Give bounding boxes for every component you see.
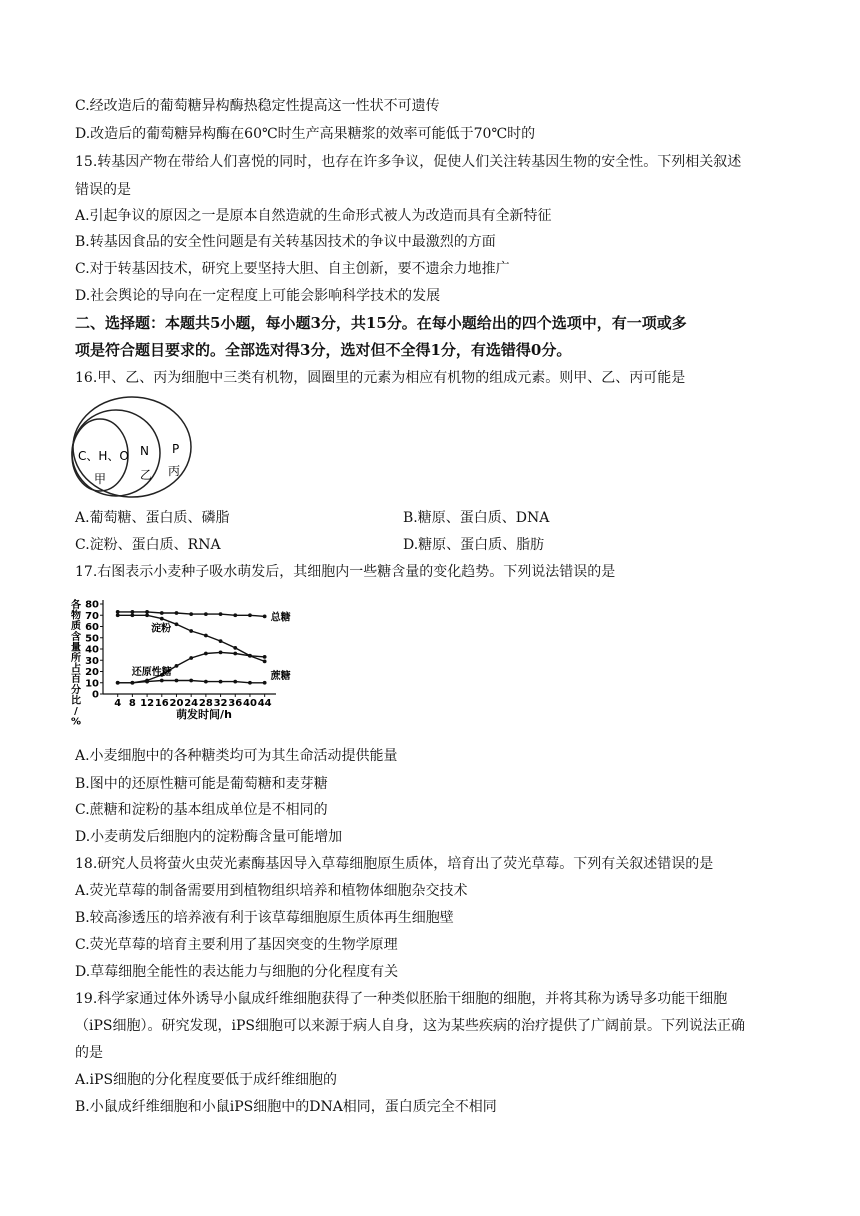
data-point (130, 613, 134, 617)
section2-heading-line2: 项是符合题目要求的。全部选对得3分，选对但不全得1分，有选错得0分。 (75, 341, 572, 359)
data-point (160, 679, 164, 683)
y-tick-label: 20 (85, 667, 99, 678)
y-axis-label-char: 分 (71, 684, 81, 696)
data-point (263, 681, 267, 685)
y-axis-label-char: 比 (71, 695, 81, 707)
q16-outer-element: P (172, 442, 180, 456)
y-axis-label-char: 占 (71, 663, 81, 675)
data-point (204, 652, 208, 656)
data-point (145, 613, 149, 617)
x-tick-label: 32 (213, 698, 228, 709)
y-tick-label: 40 (85, 644, 99, 656)
y-axis-label-char: 质 (71, 621, 81, 633)
y-axis-label-char: 所 (71, 653, 81, 664)
y-axis-label-char: 物 (71, 610, 81, 622)
q18-option-b: B.较高渗透压的培养液有利于该草莓细胞原生质体再生细胞壁 (75, 910, 454, 926)
q19-stem-line3: 的是 (75, 1045, 103, 1061)
data-point (116, 681, 120, 685)
x-tick-label: 16 (154, 698, 169, 709)
q18-option-c: C.荧光草莓的培育主要利用了基因突变的生物学原理 (75, 937, 398, 953)
series-label: 蔗糖 (270, 670, 291, 682)
y-axis-label-char: 含 (71, 631, 81, 643)
x-tick-label: 44 (257, 698, 272, 709)
x-tick-label: 20 (169, 698, 184, 709)
data-point (130, 610, 134, 614)
y-axis-label-char: 量 (71, 642, 81, 654)
q19-option-a: A.iPS细胞的分化程度要低于成纤维细胞的 (75, 1072, 338, 1088)
q15-option-b: B.转基因食品的安全性问题是有关转基因技术的争议中最激烈的方面 (75, 234, 496, 250)
data-point (219, 639, 223, 643)
series-label: 还原性糖 (131, 666, 172, 678)
y-tick-label: 70 (85, 610, 99, 622)
data-point (160, 617, 164, 621)
data-point (189, 629, 193, 633)
q15-option-c: C.对于转基因技术，研究上要坚持大胆、自主创新，要不遗余力地推广 (75, 261, 510, 277)
y-axis-label-char: % (70, 716, 82, 728)
q16-inner-elements: C、H、O (78, 449, 129, 463)
q16-option-a: A.葡萄糖、蛋白质、磷脂 (75, 510, 230, 526)
x-tick-label: 28 (198, 698, 213, 709)
y-axis-label (71, 598, 82, 728)
x-tick-label: 8 (128, 698, 136, 709)
data-point (263, 659, 267, 663)
data-point (189, 656, 193, 660)
x-tick-label: 40 (242, 698, 257, 709)
q16-option-c: C.淀粉、蛋白质、RNA (75, 537, 221, 553)
data-point (219, 650, 223, 654)
data-point (145, 680, 149, 684)
q15-stem-line1: 15.转基因产物在带给人们喜悦的同时，也存在许多争议，促使人们关注转基因生物的安全性。下列相关叙述 (75, 154, 742, 170)
data-point (204, 612, 208, 616)
q17-stem: 17.右图表示小麦种子吸水萌发后，其细胞内一些糖含量的变化趋势。下列说法错误的是 (75, 564, 616, 580)
y-axis-label-char: / (74, 706, 78, 717)
data-point (189, 679, 193, 683)
data-point (116, 613, 120, 617)
data-point (189, 612, 193, 616)
q16-middle-label: 乙 (140, 468, 153, 482)
q19-stem-line1: 19.科学家通过体外诱导小鼠成纤维细胞获得了一种类似胚胎干细胞的细胞，并将其称为诱导多功能干细胞 (75, 991, 728, 1007)
data-point (204, 680, 208, 684)
q18-option-a: A.荧光草莓的制备需要用到植物组织培养和植物体细胞杂交技术 (75, 883, 468, 899)
q16-option-b: B.糖原、蛋白质、DNA (403, 510, 550, 526)
y-tick-label: 30 (85, 655, 99, 667)
data-point (248, 654, 252, 658)
data-point (204, 634, 208, 638)
x-tick-label: 24 (184, 698, 199, 709)
q15-stem-line2: 错误的是 (75, 182, 131, 198)
y-tick-label: 10 (85, 678, 99, 690)
data-point (116, 610, 120, 614)
q16-stem: 16.甲、乙、丙为细胞中三类有机物，圆圈里的元素为相应有机物的组成元素。则甲、乙、丙可能是 (75, 370, 686, 386)
y-tick-label: 50 (85, 633, 99, 645)
q18-option-d: D.草莓细胞全能性的表达能力与细胞的分化程度有关 (75, 964, 399, 980)
data-point (263, 655, 267, 659)
series-label: 淀粉 (151, 623, 172, 635)
x-tick-label: 36 (228, 698, 243, 709)
data-point (130, 681, 134, 685)
q15-option-d: D.社会舆论的导向在一定程度上可能会影响科学技术的发展 (75, 288, 441, 304)
data-point (219, 680, 223, 684)
data-point (248, 681, 252, 685)
data-point (233, 646, 237, 650)
data-point (175, 622, 179, 626)
q18-stem: 18.研究人员将萤火虫荧光素酶基因导入草莓细胞原生质体，培育出了荧光草莓。下列有关叙述错误的是 (75, 856, 714, 872)
q16-middle-element: N (140, 444, 149, 458)
data-point (145, 610, 149, 614)
data-point (175, 664, 179, 668)
data-point (233, 680, 237, 684)
data-point (175, 679, 179, 683)
q17-option-d: D.小麦萌发后细胞内的淀粉酶含量可能增加 (75, 829, 343, 845)
data-point (175, 611, 179, 615)
q17-sugar-content-chart (70, 594, 300, 734)
y-axis-label-char: 各 (71, 600, 81, 611)
data-point (263, 614, 267, 618)
y-tick-label: 80 (85, 599, 99, 611)
data-point (160, 611, 164, 615)
data-point (219, 612, 223, 616)
y-axis-label-char: 百 (71, 674, 81, 686)
x-tick-label: 4 (114, 698, 122, 709)
data-point (248, 613, 252, 617)
y-tick-label: 60 (85, 622, 99, 633)
q16-inner-label: 甲 (94, 472, 107, 486)
q17-option-c: C.蔗糖和淀粉的基本组成单位是不相同的 (75, 802, 328, 818)
q14-option-d: D.改造后的葡萄糖异构酶在60℃时生产高果糖浆的效率可能低于70℃时的 (75, 126, 536, 142)
data-point (233, 652, 237, 656)
q16-outer-label: 丙 (168, 464, 181, 478)
q16-element-venn-diagram (70, 393, 200, 505)
q15-option-a: A.引起争议的原因之一是原本自然造就的生命形式被人为改造而具有全新特征 (75, 208, 552, 224)
q16-option-d: D.糖原、蛋白质、脂肪 (403, 537, 545, 553)
x-axis-label: 萌发时间/h (176, 708, 232, 721)
q19-stem-line2: （iPS细胞）。研究发现，iPS细胞可以来源于病人自身，这为某些疾病的治疗提供了广阔前景。下列说法正确 (75, 1018, 745, 1034)
q17-option-b: B.图中的还原性糖可能是葡萄糖和麦芽糖 (75, 776, 328, 792)
x-tick-label: 12 (140, 698, 155, 709)
section2-heading-line1: 二、选择题：本题共5小题，每小题3分，共15分。在每小题给出的四个选项中，有一项或多 (75, 314, 687, 332)
y-tick-label: 0 (92, 689, 99, 701)
q14-option-c: C.经改造后的葡萄糖异构酶热稳定性提高这一性状不可遗传 (75, 98, 440, 114)
q17-option-a: A.小麦细胞中的各种糖类均可为其生命活动提供能量 (75, 748, 398, 764)
series-label: 总糖 (270, 612, 291, 624)
q19-option-b: B.小鼠成纤维细胞和小鼠iPS细胞中的DNA相同，蛋白质完全不相同 (75, 1099, 497, 1115)
data-point (233, 613, 237, 617)
